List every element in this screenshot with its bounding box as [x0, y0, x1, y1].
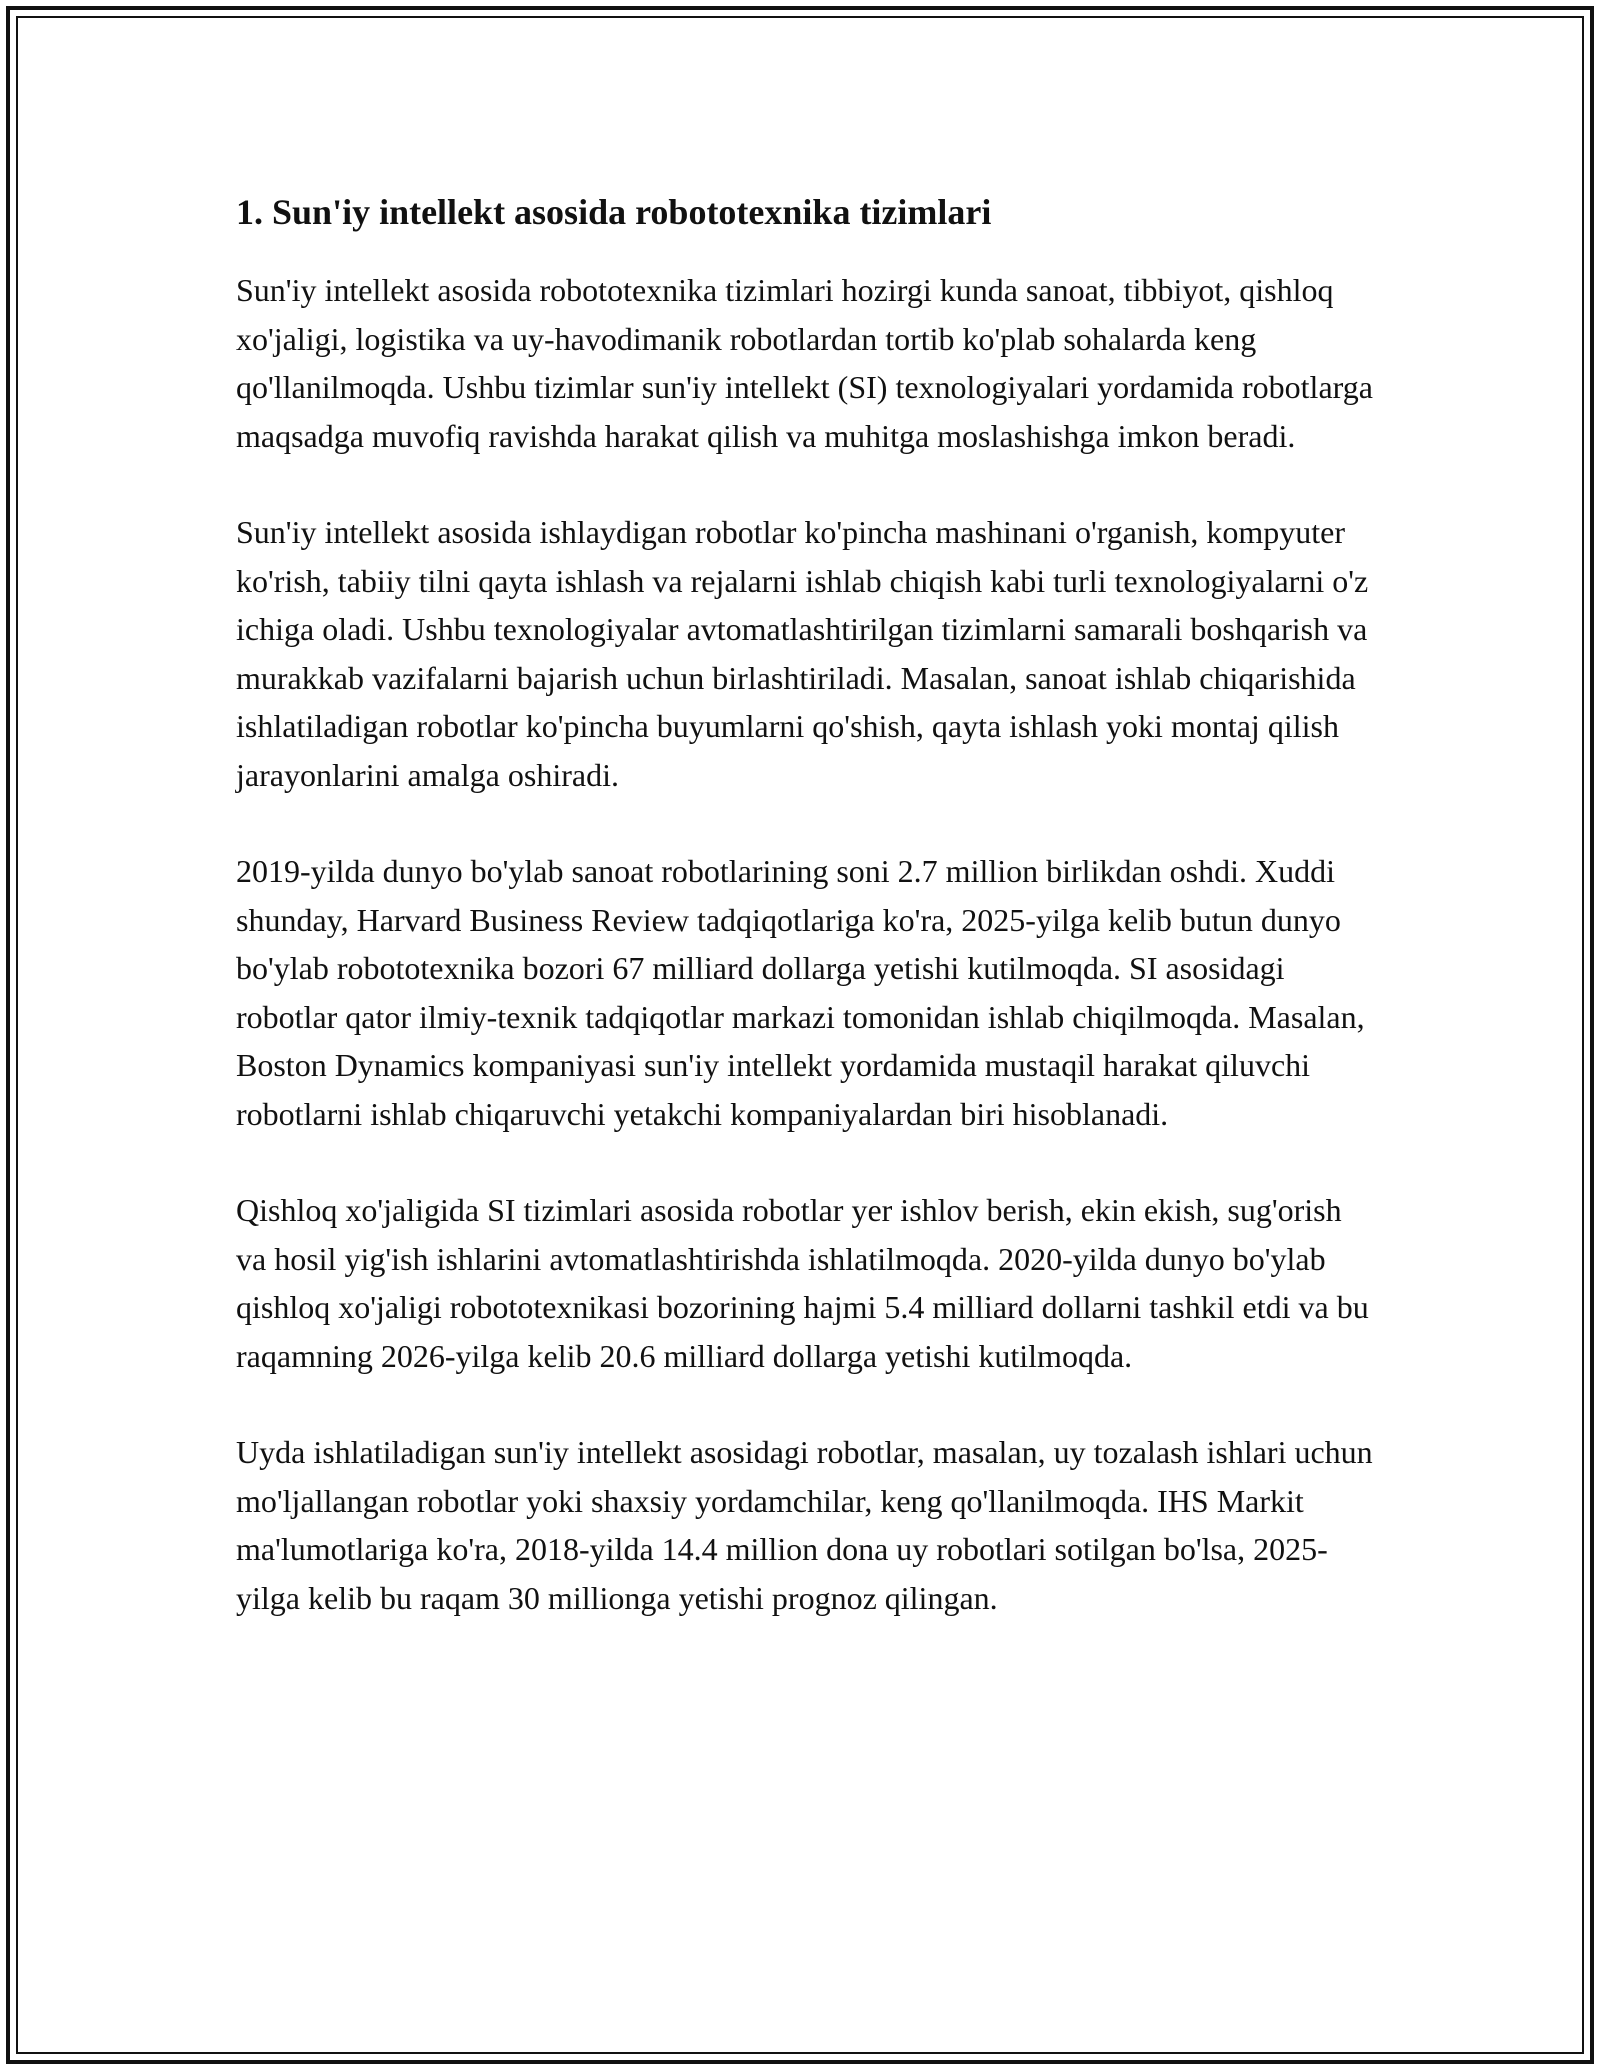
paragraph-4: Qishloq xo'jaligida SI tizimlari asosida robotlar yer ishlov berish, ekin ekish, sug'orish va hosil yig'ish ishlarini avtomatlashtirishda ishlatilmoqda. 2020-yilda dunyo bo'ylab qishloq xo'jaligi robototexnikasi bozorining hajmi 5.4 milliard dollarni tashkil etdi va bu raqamning 2026-yilga kelib 20.6 milliard dollarga yetishi kutilmoqda. — [236, 1192, 1369, 1374]
document-body — [236, 188, 1376, 1670]
paragraph-3: 2019-yilda dunyo bo'ylab sanoat robotlarining soni 2.7 million birlikdan oshdi. Xuddi shunday, Harvard Business Review tadqiqotlariga ko'ra, 2025-yilga kelib butun dunyo bo'ylab robototexnika bozori 67 milliard dollarga yetishi kutilmoqda. SI asosidagi robotlar qator ilmiy-texnik tadqiqotlar markazi tomonidan ishlab chiqilmoqda. Masalan, Boston Dynamics kompaniyasi sun'iy intellekt yordamida mustaqil harakat qiluvchi robotlarni ishlab chiqaruvchi yetakchi kompaniyalardan biri hisoblanadi. — [236, 853, 1365, 1132]
section-title: 1. Sun'iy intellekt asosida robototexnika tizimlari — [236, 192, 992, 232]
paragraph-2: Sun'iy intellekt asosida ishlaydigan robotlar ko'pincha mashinani o'rganish, kompyuter ko'rish, tabiiy tilni qayta ishlash va rejalarni ishlab chiqish kabi turli texnologiyalarni o'z ichiga oladi. Ushbu texnologiyalar avtomatlashtirilgan tizimlarni samarali boshqarish va murakkab vazifalarni bajarish uchun birlashtiriladi. Masalan, sanoat ishlab chiqarishida ishlatiladigan robotlar ko'pincha buyumlarni qo'shish, qayta ishlash yoki montaj qilish jarayonlarini amalga oshiradi. — [236, 514, 1369, 793]
paragraph-5: Uyda ishlatiladigan sun'iy intellekt asosidagi robotlar, masalan, uy tozalash ishlari uchun mo'ljallangan robotlar yoki shaxsiy yordamchilar, keng qo'llanilmoqda. IHS Markit ma'lumotlariga ko'ra, 2018-yilda 14.4 million dona uy robotlari sotilgan bo'lsa, 2025-yilga kelib bu raqam 30 millionga yetishi prognoz qilingan. — [236, 1434, 1373, 1616]
paragraph-1: Sun'iy intellekt asosida robototexnika tizimlari hozirgi kunda sanoat, tibbiyot, qishloq xo'jaligi, logistika va uy-havodimanik robotlardan tortib ko'plab sohalarda keng qo'llanilmoqda. Ushbu tizimlar sun'iy intellekt (SI) texnologiyalari yordamida robotlarga maqsadga muvofiq ravishda harakat qilish va muhitga moslashishga imkon beradi. — [236, 272, 1373, 454]
